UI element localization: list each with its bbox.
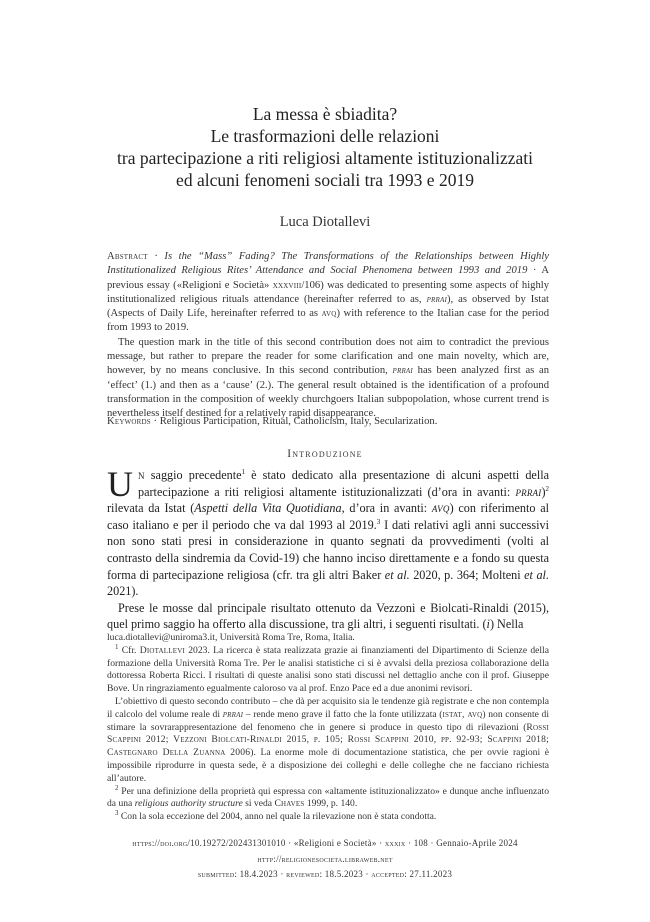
keywords (107, 415, 549, 429)
abstract (107, 250, 549, 422)
footnote-ref-3[interactable]: 3 (376, 517, 381, 526)
footnote-2: $^2$ Per una definizione della proprietà qui espressa con «altamente istituzionalizzato» e dunque anche influenzato da una religious authority structure si veda Chaves 1999, p. 140. (107, 783, 549, 810)
submission-dates: submitted: 18.4.2023 · reviewed: 18.5.2023 · accepted: 27.11.2023 (197, 869, 453, 879)
footnote-ref-2[interactable]: 2 (545, 484, 549, 493)
page-footer (0, 836, 650, 883)
article-title (60, 103, 590, 191)
footer-citation: https://doi.org/10.19272/202431301010 · «Religioni e Società» · xxxix · 108 · Gennaio-Aprile 2024 (132, 838, 518, 848)
body-text (107, 464, 550, 633)
journal-url-link[interactable]: http://religionesocieta.libraweb.net (257, 853, 393, 864)
footnote-1-continued: L’obiettivo di questo secondo contributo – che dà per acquisito sia le tendenze già registrate e che non contempla il calcolo del volume reale di prrai – rende meno grave il fatto che la fonte utilizzata (istat, avq) non consente di stimare la sovrarappresentazione del fenomeno che in genere si produce in questo tipo di rilevazioni (Rossi Scappini 2012; Vezzoni Biolcati-Rinaldi 2015, p. 105; Rossi Scappini 2010, pp. 92-93; Scappini 2018; Castegnaro Della Zuanna 2006). La enorme mole di documentazione statistica, che per ovvie ragioni è impossibile riprodurre in questa sede, è a disposizione dei colleghi e delle colleghe che ne facciano richiesta all’autore. (107, 695, 550, 784)
author-name: Luca Diotallevi (279, 214, 371, 230)
keywords-label: Keywords (107, 416, 151, 427)
title-line-3: tra partecipazione a riti religiosi altamente istituzionalizzati (117, 148, 533, 168)
abstract-english-title: Is the “Mass” Fading? The Transformations of the Relationships between Highly Institutionalized Religious Rites’ Attendance and Social Phenomena between 1993 and 2019 (107, 251, 549, 277)
title-line-1: La messa è sbiadita? (252, 104, 398, 124)
author-affiliation: luca.diotallevi@uniroma3.it, Università Roma Tre, Roma, Italia. (107, 632, 355, 643)
footnote-1: $^1$ Cfr. Diotallevi 2023. La ricerca è stata realizzata grazie ai finanziamenti del Dipartimento di Scienze della formazione della Università Roma Tre. Per le analisi statistiche ci si è avvalsi della preziosa collaborazione della dottoressa Roberta Ricci. I risultati di queste analisi sono stati discussi nel dettaglio anche con il prof. Giuseppe Bove. Un ringraziamento egualmente caloroso va al prof. Enzo Pace ed a due anonimi revisori. (107, 642, 549, 695)
section-heading: Introduzione (287, 448, 363, 460)
body-paragraph-1: Un saggio precedente$^1$ è stato dedicato alla presentazione di alcuni aspetti della partecipazione a riti religiosi altamente istituzionalizzati (d’ora in avanti: prrai)$^2$ rilevata da Istat (Aspetti della Vita Quotidiana, d’ora in avanti: avq) con riferimento al caso italiano e per il periodo che va dal 1993 al 2019.$^3$ I dati relativi agli anni successivi non sono stati presi in considerazione in quanto segnati da provvedimenti (volti al contrasto della sindremia da Covid-19) che hanno inciso direttamente e a fondo su questa forma di partecipazione religiosa (cfr. tra gli altri Baker et al. 2020, p. 364; Molteni et al. 2021). (107, 464, 550, 599)
drop-cap: U (107, 464, 133, 504)
abstract-paragraph-1: Abstract · Is the “Mass” Fading? The Transformations of the Relationships between Highly Institutionalized Religious Rites’ Attendance and Social Phenomena between 1993 and 2019 · A previous essay («Religioni e Società» xxxviii/106) was dedicated to presenting some aspects of highly institutionalized religious rituals attendance (hereinafter referred to as, prrai), as observed by Istat (Aspects of Daily Life, hereinafter referred to as avq) with reference to the Italian case for the period from 1993 to 2019. (107, 251, 550, 334)
footnote-3: $^3$ Con la sola eccezione del 2004, anno nel quale la rilevazione non è stata condotta. (115, 808, 437, 823)
abstract-paragraph-2: The question mark in the title of this second contribution does not aim to contradict the previous message, but rather to prepare the reader for some clarification and one main novelty, which are, however, by no means conclusive. In this second contribution, prrai has been analyzed first as an ‘effect’ (1.) and then as a ‘cause’ (2.). The general result obtained is the identification of a profound transformation in the composition of weekly churchgoers Italian subpopolation, whose current trend is nevertheless itself destined for a relatively rapid disappearance. (107, 336, 549, 420)
abstract-label: Abstract (107, 251, 148, 262)
keywords-text: · Religious Participation, Ritual, Catholicism, Italy, Secularization. (150, 416, 438, 427)
footnotes (107, 632, 549, 824)
footnote-ref-1[interactable]: 1 (241, 467, 246, 476)
doi-link[interactable]: https://doi.org/10.19272/202431301010 (132, 838, 286, 848)
title-line-4: ed alcuni fenomeni sociali tra 1993 e 2019 (176, 170, 474, 190)
title-line-2: Le trasformazioni delle relazioni (210, 126, 440, 146)
body-paragraph-2: Prese le mosse dal principale risultato ottenuto da Vezzoni e Biolcati-Rinaldi (2015), quel primo saggio ha offerto alla discussione, tra gli altri, i seguenti risultati. (i) Nella (107, 600, 549, 632)
